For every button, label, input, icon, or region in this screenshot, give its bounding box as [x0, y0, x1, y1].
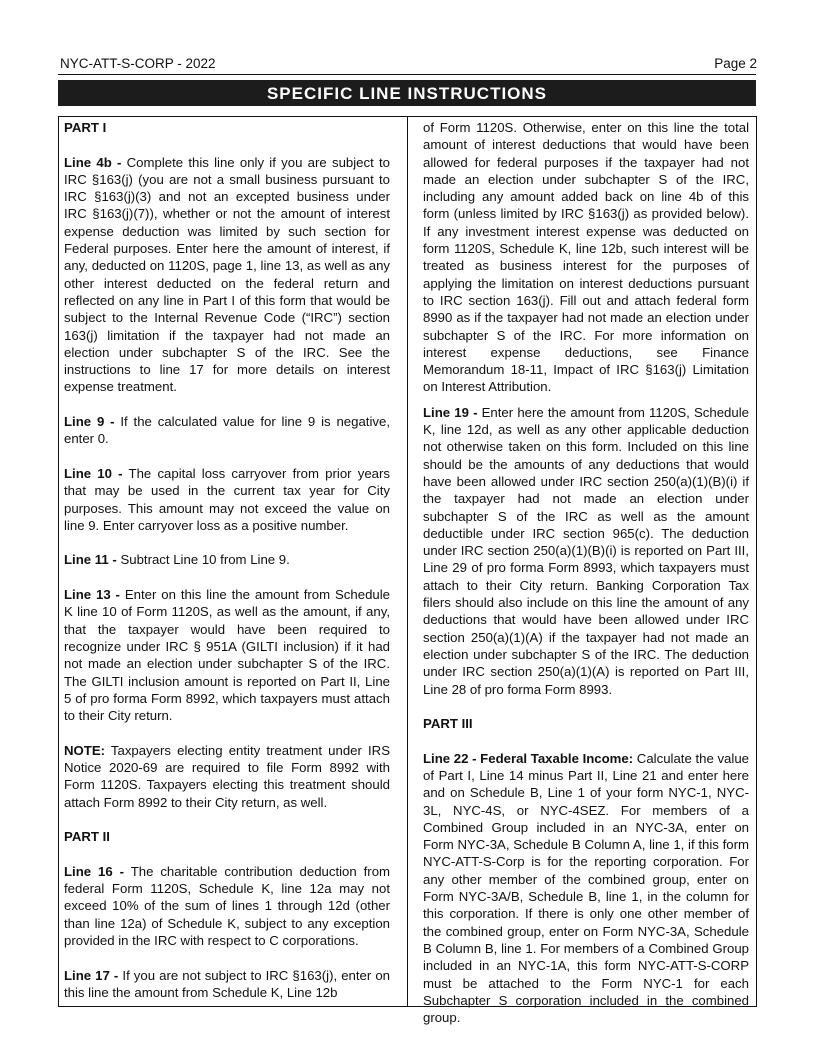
line19-text: Enter here the amount from 1120S, Schedule K, line 12d, as well as any other applicable deduction not otherwise taken on this form. Included on this line should be the amounts of any deductions that would have been allowed under IRC section 250(a)(1)(B)(i) if the taxpayer had not made an election under subchapter S of the IRC as well as the amount deductible under IRC section 965(c). The deduction under IRC section 250(a)(1)(B)(i) is reported on Part III, Line 29 of pro forma Form 8993, which taxpayers must attach to their City return. Banking Corporation Tax filers should also include on this line the amount of any deductions that would have been allowed under IRC section 250(a)(1)(A) if the taxpayer had not made an election under subchapter S of the IRC. The deduction under IRC section 250(a)(1)(A) is reported on Part III, Line 28 of pro forma Form 8993.	[423, 404, 749, 697]
left-column	[64, 119, 390, 1001]
line17-text: If you are not subject to IRC §163(j), enter on this line the amount from Schedule K, Line 12b	[64, 967, 390, 1000]
line17-label: Line 17 -	[64, 967, 119, 983]
header-rule	[58, 74, 756, 75]
line11-paragraph	[64, 551, 390, 568]
line4b-paragraph	[64, 154, 390, 396]
line22-label: Line 22 - Federal Taxable Income:	[423, 750, 634, 766]
line9-label: Line 9 -	[64, 414, 115, 430]
part1-heading: PART I	[64, 120, 107, 135]
section-banner: SPECIFIC LINE INSTRUCTIONS	[58, 80, 756, 106]
line17-continued: of Form 1120S. Otherwise, enter on this line the total amount of interest deductions that would have been allowed for federal purposes if the taxpayer had not made an election under subchapter S of the IRC, including any amount added back on line 4b of this form (unless limited by IRC §163(j) as provided below). If any investment interest expense was deducted on form 1120S, Schedule K, line 12b, such interest will be treated as business interest for the purposes of applying the limitation on interest deductions pursuant to IRC section 163(j). Fill out and attach federal form 8990 as if the taxpayer had not made an election under subchapter S of the IRC. For more information on interest expense deductions, see Finance Memorandum 18-11, Impact of IRC §163(j) Limitation on Interest Attribution.	[423, 120, 749, 395]
line9-text: If the calculated value for line 9 is negative, enter 0.	[64, 414, 390, 447]
note-text: Taxpayers electing entity treatment under IRS Notice 2020-69 are required to file Form 8992 with Form 1120S. Taxpayers electing this treatment should attach Form 8992 to their City return, as well.	[64, 742, 390, 810]
line16-label: Line 16 -	[64, 863, 125, 879]
column-divider	[407, 116, 408, 1007]
line22-text: Calculate the value of Part I, Line 14 minus Part II, Line 21 and enter here and on Schedule B, Line 1 of your form NYC-1, NYC-3L, NYC-4S, or NYC-4SEZ. For members of a Combined Group included in an NYC-3A, enter on Form NYC-3A, Schedule B Column A, line 1, if this form NYC-ATT-S-Corp is for the reporting corporation. For any other member of the combined group, enter on Form NYC-3A/B, Schedule B, line 1, in the column for this corporation. If there is only one other member of the combined group, enter on Form NYC-3A, Schedule B Column B, line 1. For members of a Combined Group included in an NYC-1A, this form NYC-ATT-S-CORP must be attached to the Form NYC-1 for each Subchapter S corporation included in the combined group.	[423, 750, 749, 1026]
right-column	[423, 119, 749, 1026]
line19-paragraph	[423, 404, 749, 698]
line19-label: Line 19 -	[423, 404, 478, 420]
line4b-text: Complete this line only if you are subject to IRC §163(j) (you are not a small business pursuant to IRC §163(j)(3) and not an excepted business under IRC §163(j)(7)), whether or not the amount of interest expense deduction was limited by such section for Federal purposes. Enter here the amount of interest, if any, deducted on 1120S, page 1, line 13, as well as any other interest deducted on the federal return and reflected on any line in Part I of this form that would be subject to the Internal Revenue Code (“IRC”) section 163(j) limitation if the taxpayer had not made an election under subchapter S of the IRC. See the instructions to line 17 for more details on interest expense treatment.	[64, 154, 391, 395]
part3-heading: PART III	[423, 716, 473, 732]
line9-paragraph	[64, 413, 390, 448]
line10-paragraph	[64, 465, 390, 534]
line22-paragraph	[423, 750, 749, 1027]
part2-heading: PART II	[64, 829, 110, 845]
line10-text: The capital loss carryover from prior years that may be used in the current tax year for City purposes. This amount may not exceed the value on line 9. Enter carryover loss as a positive number.	[64, 465, 391, 533]
line10-label: Line 10 -	[64, 465, 123, 481]
line11-label: Line 11 -	[64, 552, 117, 568]
line13-paragraph	[64, 586, 390, 724]
line17-paragraph	[64, 967, 390, 1002]
line11-text: Subtract Line 10 from Line 9.	[116, 552, 290, 568]
form-id: NYC-ATT-S-CORP - 2022	[60, 56, 216, 71]
page-number: Page 2	[714, 56, 757, 71]
line13-label: Line 13 -	[64, 587, 120, 603]
line16-text: The charitable contribution deduction from federal Form 1120S, Schedule K, line 12a may not exceed 10% of the sum of lines 1 through 12d (other than line 12a) of Schedule K, subject to any exception provided in the IRC with respect to C corporations.	[64, 863, 391, 948]
line4b-label: Line 4b -	[64, 154, 122, 170]
note-paragraph	[64, 742, 390, 811]
line16-paragraph	[64, 863, 390, 949]
line13-text: Enter on this line the amount from Schedule K line 10 of Form 1120S, as well as the amount, if any, that the taxpayer would have been required to recognize under IRC § 951A (GILTI inclusion) if it had not made an election under subchapter S of the IRC. The GILTI inclusion amount is reported on Part II, Line 5 of pro forma Form 8992, which taxpayers must attach to their City return.	[64, 587, 390, 724]
note-label: NOTE:	[64, 742, 106, 758]
